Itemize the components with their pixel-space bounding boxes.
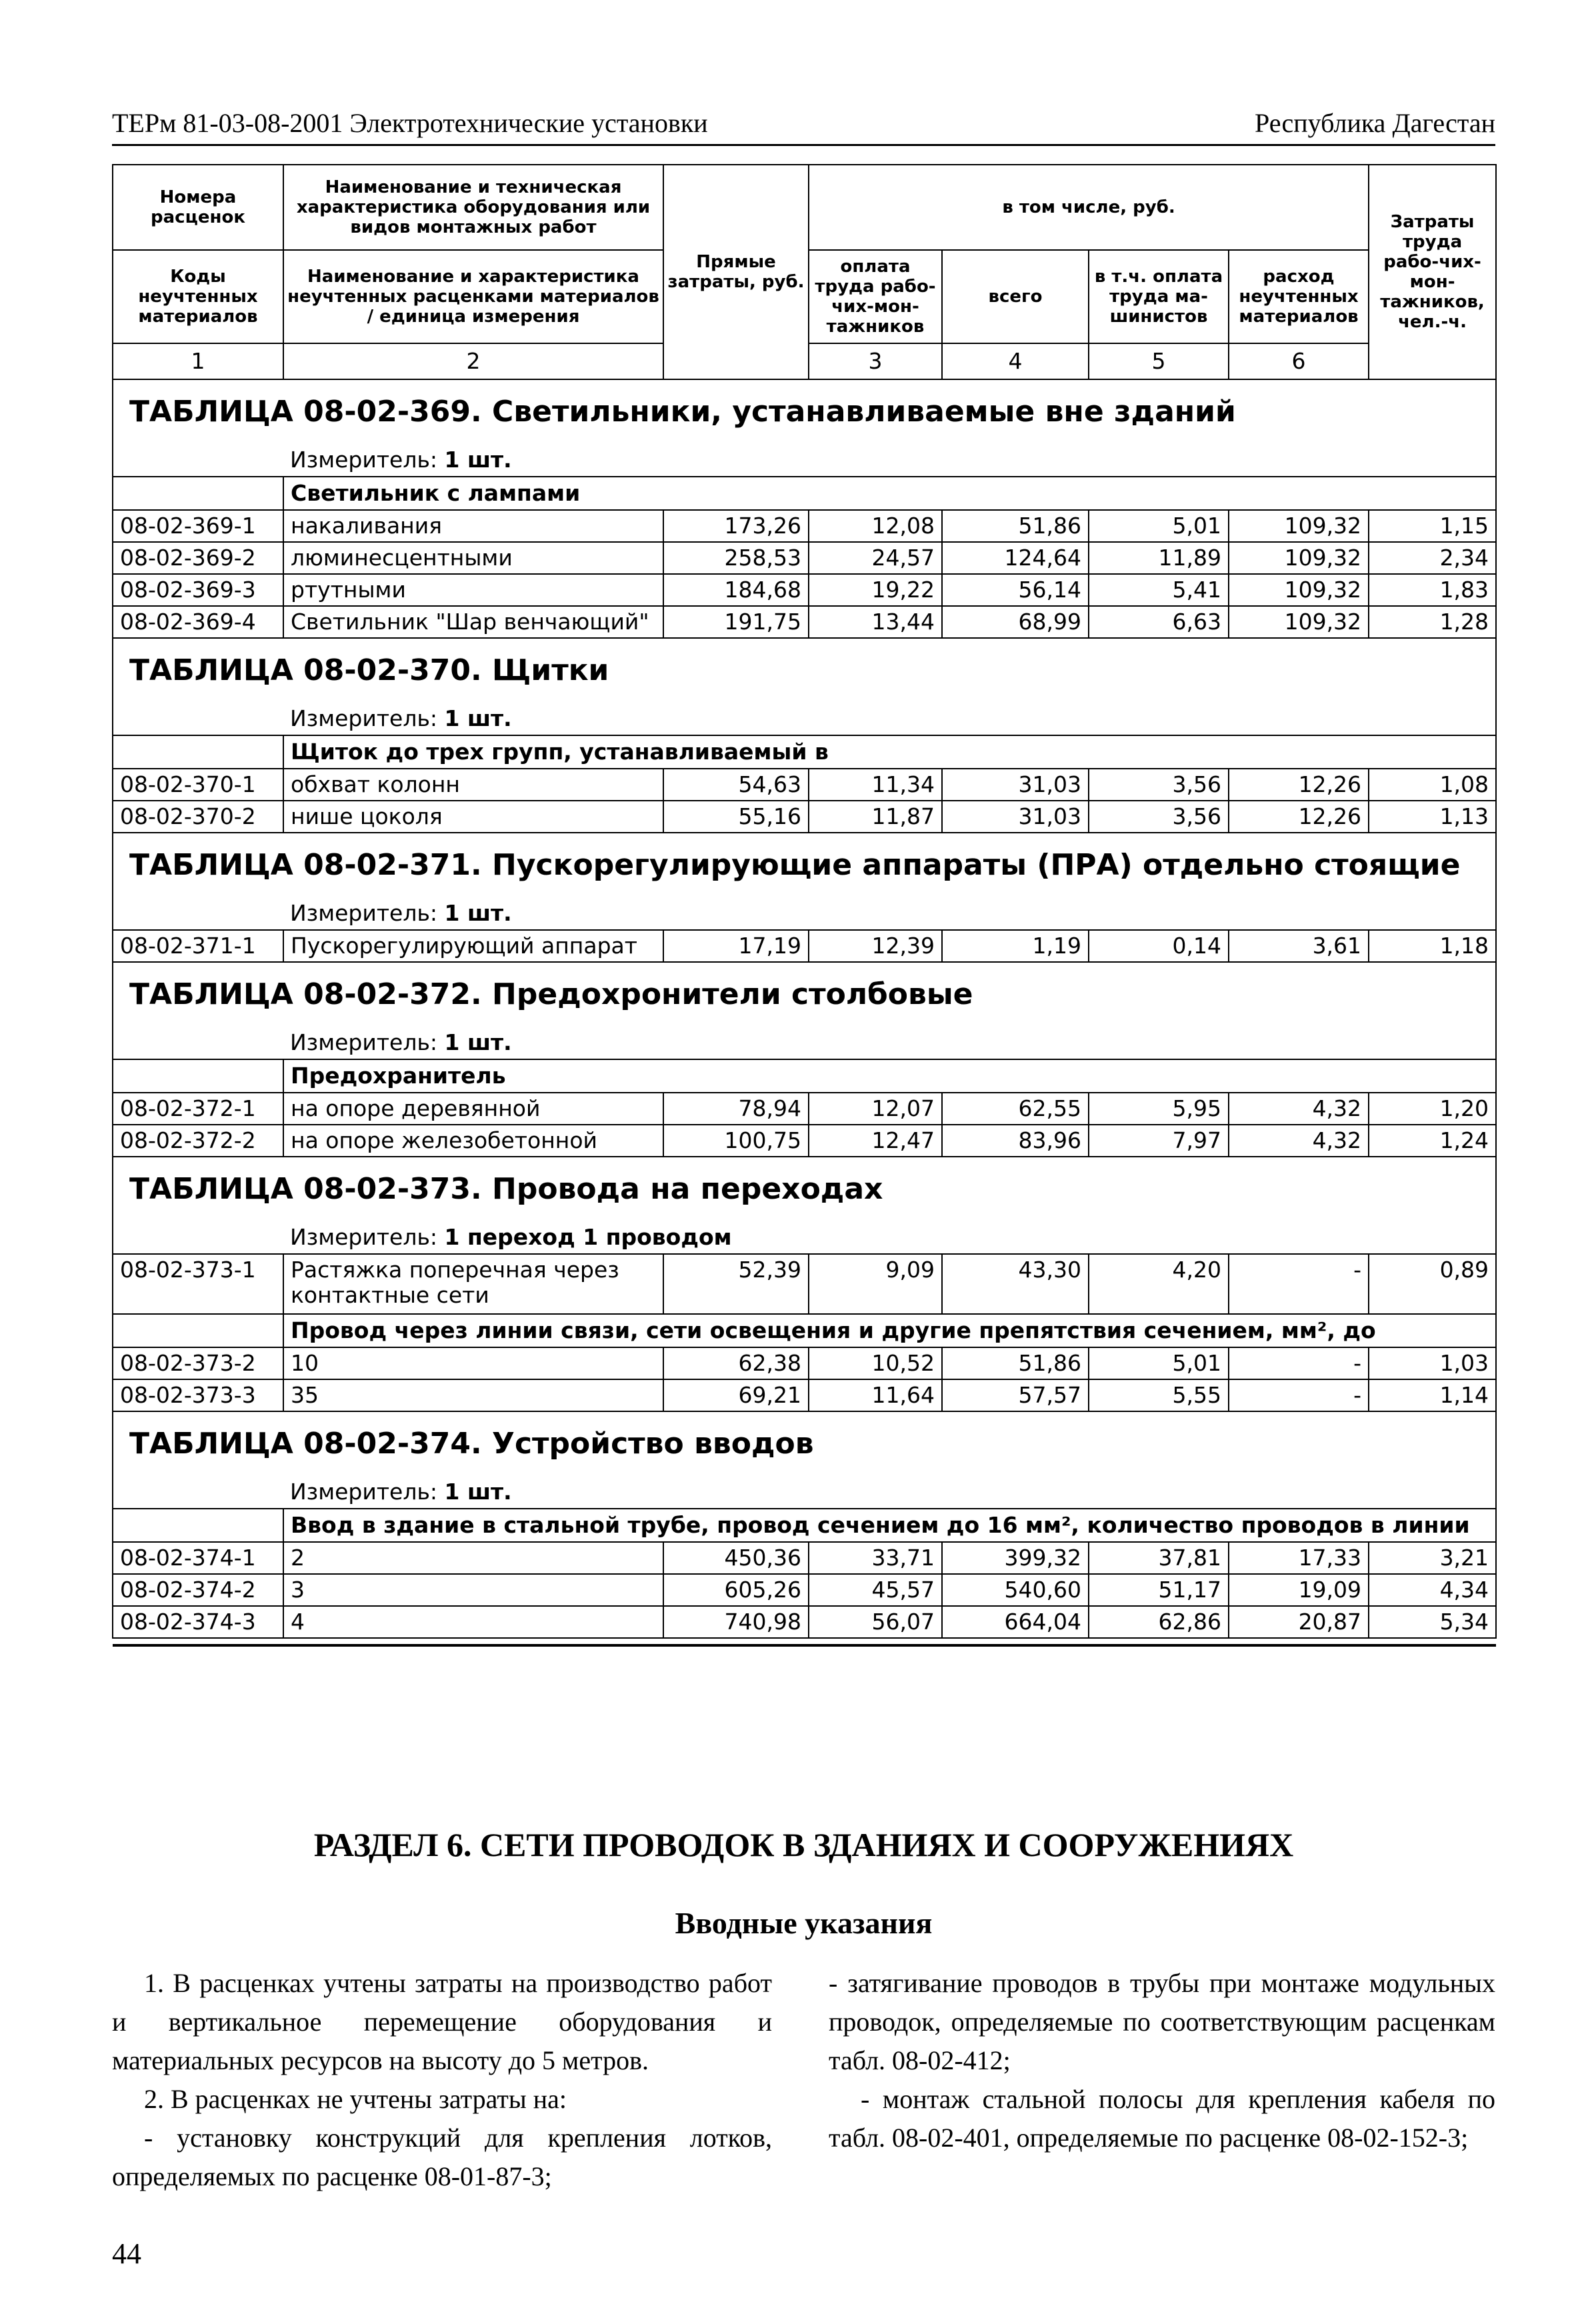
table-row [113,1606,1496,1638]
labor-pay: 11,34 [809,769,942,801]
machinist-pay: 51,17 [1089,1574,1229,1606]
item-name: люминесцентными [283,542,663,574]
labor-pay: 11,87 [809,801,942,833]
table-bottom [113,1638,1496,1645]
section-title: ТАБЛИЦА 08-02-372. Предохронители столбовые [113,962,1496,1027]
rate-code: 08-02-374-1 [113,1542,283,1574]
group-label: Провод через линии связи, сети освещения и другие препятствия сечением, мм², до [283,1314,1496,1347]
group-row [113,1314,1496,1347]
machines-total: 399,32 [942,1542,1089,1574]
table-head [113,165,1496,379]
table-section-title [113,1411,1496,1476]
item-name: 10 [283,1347,663,1379]
measure-unit [283,1476,1496,1509]
measure-label: Измеритель: [290,900,438,926]
measure-label: Измеритель: [290,1029,438,1055]
machines-total: 31,03 [942,801,1089,833]
table-section-title [113,1157,1496,1221]
measure-row [113,897,1496,930]
direct-cost: 605,26 [663,1574,809,1606]
blank-cell [113,477,283,510]
table-section-title [113,833,1496,897]
measure-value: 1 шт. [444,1479,512,1505]
paragraph: - монтаж стальной полосы для крепления кабеля по табл. 08-02-401, определяемые по расценке 08-02-152-3; [829,2084,1495,2153]
measure-unit [283,1027,1496,1059]
machinist-pay: 4,20 [1089,1254,1229,1314]
group-label: Предохранитель [283,1059,1496,1093]
direct-cost: 55,16 [663,801,809,833]
item-name: обхват колонн [283,769,663,801]
paragraph: - установку конструкций для крепления лотков, определяемых по расценке 08-01-87-3; [112,2123,772,2191]
machinist-pay: 62,86 [1089,1606,1229,1638]
rate-code: 08-02-369-3 [113,574,283,606]
paragraph: 2. В расценках не учтены затраты на: [144,2084,567,2114]
machines-total: 1,19 [942,930,1089,962]
table-row [113,1093,1496,1125]
rate-code: 08-02-369-2 [113,542,283,574]
col-num: 5 [1089,343,1229,379]
table-row [113,1574,1496,1606]
labor-hours: 5,34 [1369,1606,1496,1638]
blank-cell [113,703,283,735]
materials-cost: 4,32 [1229,1125,1369,1157]
measure-row [113,703,1496,735]
blank-cell [113,1059,283,1093]
rate-code: 08-02-372-1 [113,1093,283,1125]
measure-row [113,1221,1496,1254]
machinist-pay: 11,89 [1089,542,1229,574]
blank-cell [113,897,283,930]
materials-cost: 4,32 [1229,1093,1369,1125]
machinist-pay: 5,41 [1089,574,1229,606]
labor-hours: 1,13 [1369,801,1496,833]
machines-total: 83,96 [942,1125,1089,1157]
item-name: Пускорегулирующий аппарат [283,930,663,962]
machines-total: 540,60 [942,1574,1089,1606]
materials-cost: 17,33 [1229,1542,1369,1574]
materials-cost: - [1229,1254,1369,1314]
group-label: Ввод в здание в стальной трубе, провод сечением до 16 мм², количество проводов в линии [283,1509,1496,1542]
labor-hours: 3,21 [1369,1542,1496,1574]
measure-unit [283,897,1496,930]
head-col5: всего [942,250,1089,343]
rate-code: 08-02-369-4 [113,606,283,638]
labor-pay: 33,71 [809,1542,942,1574]
labor-hours: 1,28 [1369,606,1496,638]
measure-label: Измеритель: [290,1224,438,1250]
rates-table [112,164,1497,1647]
section-title: ТАБЛИЦА 08-02-371. Пускорегулирующие аппараты (ПРА) отдельно стоящие [113,833,1496,897]
materials-cost: 20,87 [1229,1606,1369,1638]
item-name: 4 [283,1606,663,1638]
group-label: Светильник с лампами [283,477,1496,510]
text-column-left [112,1964,772,2196]
labor-hours: 4,34 [1369,1574,1496,1606]
head-col6: в т.ч. оплата труда ма-шинистов [1089,250,1229,343]
section-title: ТАБЛИЦА 08-02-373. Провода на переходах [113,1157,1496,1221]
table-row [113,510,1496,542]
item-name: Растяжка поперечная через контактные сети [283,1254,663,1314]
col-num: 4 [942,343,1089,379]
blank-cell [113,735,283,769]
header-region: Республика Дагестан [1255,108,1495,138]
item-name: Светильник "Шар венчающий" [283,606,663,638]
machines-total: 664,04 [942,1606,1089,1638]
rate-code: 08-02-374-2 [113,1574,283,1606]
measure-label: Измеритель: [290,705,438,731]
head-col2-bottom: Наименование и характеристика неучтенных расценками материалов / единица измерения [283,250,663,343]
materials-cost: 3,61 [1229,930,1369,962]
measure-row [113,1476,1496,1509]
table-row [113,1125,1496,1157]
measure-label: Измеритель: [290,1479,438,1505]
machinist-pay: 5,01 [1089,1347,1229,1379]
head-col1-top: Номера расценок [113,165,283,250]
machinist-pay: 0,14 [1089,930,1229,962]
blank-cell [113,1027,283,1059]
direct-cost: 184,68 [663,574,809,606]
measure-unit [283,703,1496,735]
table-row [113,606,1496,638]
measure-value: 1 шт. [444,705,512,731]
measure-unit [283,444,1496,477]
table-body [113,379,1496,1645]
head-col7: расход неучтенных материалов [1229,250,1369,343]
head-col3: Прямые затраты, руб. [663,165,809,379]
head-col2-top: Наименование и техническая характеристика оборудования или видов монтажных работ [283,165,663,250]
rate-code: 08-02-371-1 [113,930,283,962]
table-row [113,930,1496,962]
machines-total: 31,03 [942,769,1089,801]
direct-cost: 100,75 [663,1125,809,1157]
blank-cell [113,444,283,477]
table-section-title [113,379,1496,444]
labor-hours: 1,18 [1369,930,1496,962]
rate-code: 08-02-373-2 [113,1347,283,1379]
rate-code: 08-02-372-2 [113,1125,283,1157]
labor-hours: 1,03 [1369,1347,1496,1379]
table-row [113,1379,1496,1411]
text-column-right [829,1964,1495,2157]
paragraph: - затягивание проводов в трубы при монтаже модульных проводок, определяемые по соответствующим расценкам табл. 08-02-412; [829,1968,1495,2075]
blank-cell [113,1638,1496,1645]
item-name: на опоре деревянной [283,1093,663,1125]
labor-pay: 12,07 [809,1093,942,1125]
machinist-pay: 3,56 [1089,769,1229,801]
labor-hours: 1,83 [1369,574,1496,606]
labor-pay: 10,52 [809,1347,942,1379]
item-name: на опоре железобетонной [283,1125,663,1157]
materials-cost: 12,26 [1229,769,1369,801]
measure-value: 1 переход 1 проводом [444,1224,732,1250]
col-num: 3 [809,343,942,379]
rate-code: 08-02-373-1 [113,1254,283,1314]
head-group: в том числе, руб. [809,165,1369,250]
direct-cost: 173,26 [663,510,809,542]
machines-total: 56,14 [942,574,1089,606]
machines-total: 124,64 [942,542,1089,574]
machines-total: 68,99 [942,606,1089,638]
rate-code: 08-02-370-2 [113,801,283,833]
group-row [113,477,1496,510]
materials-cost: 109,32 [1229,606,1369,638]
direct-cost: 78,94 [663,1093,809,1125]
table-row [113,1254,1496,1314]
rate-code: 08-02-373-3 [113,1379,283,1411]
blank-cell [113,1314,283,1347]
table-row [113,769,1496,801]
labor-pay: 12,08 [809,510,942,542]
table-row [113,1347,1496,1379]
col-num: 6 [1229,343,1369,379]
table-row [113,574,1496,606]
table-row [113,542,1496,574]
measure-row [113,444,1496,477]
table-row [113,1542,1496,1574]
section-title: ТАБЛИЦА 08-02-370. Щитки [113,638,1496,703]
labor-pay: 24,57 [809,542,942,574]
materials-cost: - [1229,1379,1369,1411]
blank-cell [113,1476,283,1509]
labor-pay: 56,07 [809,1606,942,1638]
direct-cost: 450,36 [663,1542,809,1574]
item-name: 2 [283,1542,663,1574]
machines-total: 51,86 [942,1347,1089,1379]
group-label: Щиток до трех групп, устанавливаемый в [283,735,1496,769]
direct-cost: 17,19 [663,930,809,962]
group-row [113,1509,1496,1542]
rate-code: 08-02-370-1 [113,769,283,801]
materials-cost: 109,32 [1229,510,1369,542]
col-num: 1 [113,343,283,379]
col-num: 2 [283,343,663,379]
section-title: ТАБЛИЦА 08-02-374. Устройство вводов [113,1411,1496,1476]
group-row [113,1059,1496,1093]
labor-pay: 9,09 [809,1254,942,1314]
measure-value: 1 шт. [444,1029,512,1055]
machines-total: 51,86 [942,510,1089,542]
direct-cost: 54,63 [663,769,809,801]
item-name: 3 [283,1574,663,1606]
header-title: ТЕРм 81-03-08-2001 Электротехнические установки [112,108,708,138]
item-name: нише цоколя [283,801,663,833]
direct-cost: 69,21 [663,1379,809,1411]
section-heading: РАЗДЕЛ 6. СЕТИ ПРОВОДОК В ЗДАНИЯХ И СООРУЖЕНИЯХ [313,1826,1294,1863]
machinist-pay: 37,81 [1089,1542,1229,1574]
measure-label: Измеритель: [290,447,438,473]
machines-total: 57,57 [942,1379,1089,1411]
head-col1-bottom: Коды неучтенных материалов [113,250,283,343]
item-name: 35 [283,1379,663,1411]
labor-pay: 12,47 [809,1125,942,1157]
materials-cost: 19,09 [1229,1574,1369,1606]
labor-hours: 0,89 [1369,1254,1496,1314]
rate-code: 08-02-369-1 [113,510,283,542]
item-name: ртутными [283,574,663,606]
table-section-title [113,962,1496,1027]
section-subheading: Вводные указания [675,1906,933,1940]
direct-cost: 62,38 [663,1347,809,1379]
running-header [112,107,1495,146]
measure-value: 1 шт. [444,447,512,473]
labor-pay: 45,57 [809,1574,942,1606]
direct-cost: 191,75 [663,606,809,638]
labor-hours: 1,24 [1369,1125,1496,1157]
blank-cell [113,1221,283,1254]
materials-cost: 109,32 [1229,542,1369,574]
measure-row [113,1027,1496,1059]
machinist-pay: 6,63 [1089,606,1229,638]
machinist-pay: 5,01 [1089,510,1229,542]
labor-pay: 12,39 [809,930,942,962]
labor-hours: 1,15 [1369,510,1496,542]
item-name: накаливания [283,510,663,542]
labor-pay: 19,22 [809,574,942,606]
labor-hours: 1,08 [1369,769,1496,801]
labor-pay: 13,44 [809,606,942,638]
materials-cost: 109,32 [1229,574,1369,606]
direct-cost: 740,98 [663,1606,809,1638]
machinist-pay: 5,95 [1089,1093,1229,1125]
table-row [113,801,1496,833]
labor-pay: 11,64 [809,1379,942,1411]
section-title: ТАБЛИЦА 08-02-369. Светильники, устанавливаемые вне зданий [113,379,1496,444]
table-section-title [113,638,1496,703]
machines-total: 43,30 [942,1254,1089,1314]
direct-cost: 52,39 [663,1254,809,1314]
head-col8: Затраты труда рабо-чих-мон-тажников, чел.-ч. [1369,165,1496,379]
paragraph: 1. В расценках учтены затраты на производство работ и вертикальное перемещение оборудования и материальных ресурсов на высоту до 5 метров. [112,1968,772,2075]
rate-code: 08-02-374-3 [113,1606,283,1638]
page-number: 44 [112,2237,141,2270]
measure-unit [283,1221,1496,1254]
machinist-pay: 7,97 [1089,1125,1229,1157]
group-row [113,735,1496,769]
labor-hours: 1,14 [1369,1379,1496,1411]
direct-cost: 258,53 [663,542,809,574]
measure-value: 1 шт. [444,900,512,926]
materials-cost: 12,26 [1229,801,1369,833]
machines-total: 62,55 [942,1093,1089,1125]
blank-cell [113,1509,283,1542]
machinist-pay: 5,55 [1089,1379,1229,1411]
labor-hours: 2,34 [1369,542,1496,574]
labor-hours: 1,20 [1369,1093,1496,1125]
machinist-pay: 3,56 [1089,801,1229,833]
head-col4: оплата труда рабо-чих-мон-тажников [809,250,942,343]
materials-cost: - [1229,1347,1369,1379]
